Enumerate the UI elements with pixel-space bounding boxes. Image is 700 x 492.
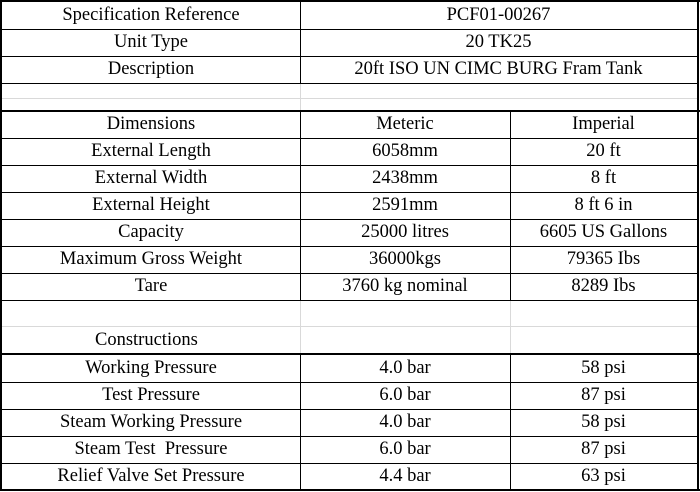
spec-value-cell: 20ft ISO UN CIMC BURG Fram Tank (354, 59, 643, 79)
grid-line (510, 110, 511, 301)
grid-line (0, 0, 2, 491)
construction-bar: 4.4 bar (379, 466, 431, 486)
grid-line (300, 301, 301, 353)
construction-bar: 6.0 bar (379, 439, 431, 459)
grid-line (0, 110, 700, 112)
grid-line (0, 0, 700, 2)
spec-label-cell: Description (107, 59, 195, 79)
grid-line (0, 489, 700, 491)
construction-name: Test Pressure (102, 385, 200, 405)
spec-label-cell: Unit Type (114, 32, 188, 52)
dimension-metric: 6058mm (372, 141, 438, 161)
grid-line (1, 300, 699, 301)
grid-line (510, 301, 511, 353)
dimension-imperial: 8289 Ibs (571, 276, 636, 296)
dimension-imperial: 20 ft (586, 141, 621, 161)
dimension-metric: 36000kgs (369, 249, 441, 269)
grid-line (1, 463, 699, 464)
grid-line (1, 165, 699, 166)
grid-line (1, 409, 699, 410)
construction-psi: 58 psi (581, 412, 626, 432)
grid-line (300, 110, 301, 301)
construction-psi: 58 psi (581, 358, 626, 378)
grid-line (300, 353, 301, 490)
grid-line (1, 83, 699, 84)
construction-psi: 87 psi (581, 439, 626, 459)
grid-line (1, 219, 699, 220)
dimension-name: Capacity (118, 222, 184, 242)
grid-line (1, 246, 699, 247)
grid-line (1, 192, 699, 193)
grid-line (1, 326, 699, 327)
construction-psi: 63 psi (581, 466, 626, 486)
imperial-header: Imperial (572, 114, 635, 134)
dimension-metric: 2591mm (372, 195, 438, 215)
construction-name: Steam Test Pressure (74, 439, 228, 459)
grid-line (1, 29, 699, 30)
construction-name: Relief Valve Set Pressure (57, 466, 245, 486)
grid-line (0, 353, 700, 355)
dimension-name: External Height (92, 195, 210, 215)
grid-line (1, 98, 699, 99)
grid-line (1, 273, 699, 274)
construction-name: Steam Working Pressure (59, 412, 243, 432)
metric-header: Meteric (376, 114, 434, 134)
dimensions-header: Dimensions (106, 114, 196, 134)
grid-line (1, 436, 699, 437)
dimension-name: Maximum Gross Weight (59, 249, 243, 269)
grid-line (1, 382, 699, 383)
spec-label-cell: Specification Reference (62, 5, 240, 25)
construction-psi: 87 psi (581, 385, 626, 405)
construction-bar: 4.0 bar (379, 412, 431, 432)
dimension-metric: 2438mm (372, 168, 438, 188)
grid-line (1, 56, 699, 57)
spec-value-cell: 20 TK25 (465, 32, 532, 52)
grid-line (300, 84, 301, 110)
grid-line (1, 138, 699, 139)
dimension-imperial: 6605 US Gallons (539, 222, 668, 242)
constructions-heading: Constructions (95, 330, 198, 350)
dimension-imperial: 79365 Ibs (566, 249, 641, 269)
dimension-metric: 3760 kg nominal (342, 276, 468, 296)
construction-bar: 6.0 bar (379, 385, 431, 405)
grid-line (510, 353, 511, 490)
construction-name: Working Pressure (85, 358, 217, 378)
dimension-name: External Length (91, 141, 211, 161)
grid-line (697, 0, 699, 491)
dimension-imperial: 8 ft 6 in (574, 195, 633, 215)
grid-line (300, 0, 301, 84)
spec-value-cell: PCF01-00267 (446, 5, 551, 25)
dimension-metric: 25000 litres (361, 222, 449, 242)
dimension-name: External Width (94, 168, 208, 188)
dimension-name: Tare (134, 276, 168, 296)
construction-bar: 4.0 bar (379, 358, 431, 378)
dimension-imperial: 8 ft (590, 168, 617, 188)
